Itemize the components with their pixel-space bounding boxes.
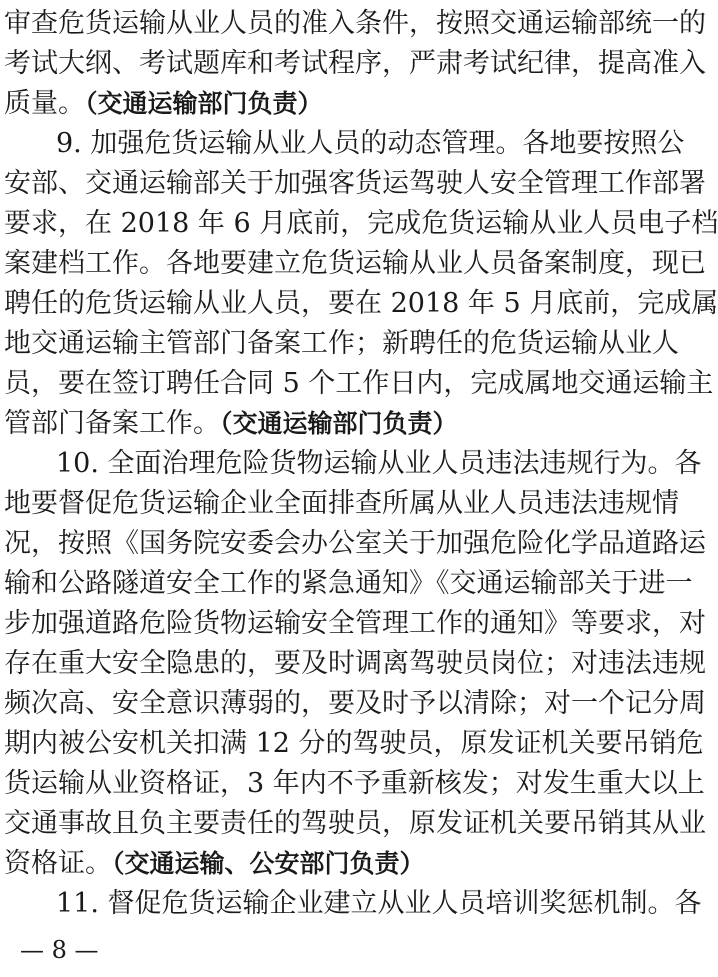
paragraph-heading-line: 9. 加强危货运输从业人员的动态管理。各地要按照公: [56, 128, 685, 159]
text-line: [4, 844, 636, 884]
text-line: 地要督促危货运输企业全面排查所属从业人员违法违规情: [4, 488, 679, 519]
paragraph-heading-line: 11. 督促危货运输企业建立从业人员培训奖惩机制。各: [56, 888, 702, 919]
text-line: 频次高、安全意识薄弱的，要及时予以清除；对一个记分周: [4, 688, 706, 719]
body-text: 管部门备案工作。: [4, 408, 220, 439]
text-line: 员，要在签订聘任合同 5 个工作日内，完成属地交通运输主: [4, 368, 714, 399]
text-line: 货运输从业资格证，3 年内不予重新核发；对发生重大以上: [4, 768, 705, 799]
text-line: 审查危货运输从业人员的准入条件，按照交通运输部统一的: [4, 8, 706, 39]
body-text: 质量。: [4, 88, 85, 119]
responsible-department: （交通运输、公安部门负责）: [112, 849, 425, 878]
text-line: 况，按照《国务院安委会办公室关于加强危险化学品道路运: [4, 528, 706, 559]
responsible-department: （交通运输部门负责）: [85, 89, 323, 118]
text-line: 输和公路隧道安全工作的紧急通知》《交通运输部关于进一: [4, 568, 693, 599]
text-line: 要求，在 2018 年 6 月底前，完成危货运输从业人员电子档: [4, 208, 718, 239]
paragraph-heading-line: 10. 全面治理危险货物运输从业人员违法违规行为。各: [56, 448, 702, 479]
text-line: 聘任的危货运输从业人员，要在 2018 年 5 月底前，完成属: [4, 288, 718, 319]
text-line: 交通事故且负主要责任的驾驶员，原发证机关要吊销其从业: [4, 808, 706, 839]
text-line: 安部、交通运输部关于加强客货运驾驶人安全管理工作部署: [4, 168, 706, 199]
responsible-department: （交通运输部门负责）: [220, 409, 458, 438]
text-line: 考试大纲、考试题库和考试程序，严肃考试纪律，提高准入: [4, 48, 706, 79]
text-line: [4, 84, 636, 124]
page-number: — 8 —: [20, 936, 99, 964]
text-line: 地交通运输主管部门备案工作；新聘任的危货运输从业人: [4, 328, 679, 359]
body-text: 资格证。: [4, 848, 112, 879]
text-line: 步加强道路危险货物运输安全管理工作的通知》等要求，对: [4, 608, 706, 639]
text-line: [4, 404, 636, 444]
text-line: 存在重大安全隐患的，要及时调离驾驶员岗位；对违法违规: [4, 648, 706, 679]
text-line: 案建档工作。各地要建立危货运输从业人员备案制度，现已: [4, 248, 706, 279]
text-line: 期内被公安机关扣满 12 分的驾驶员，原发证机关要吊销危: [4, 728, 704, 759]
